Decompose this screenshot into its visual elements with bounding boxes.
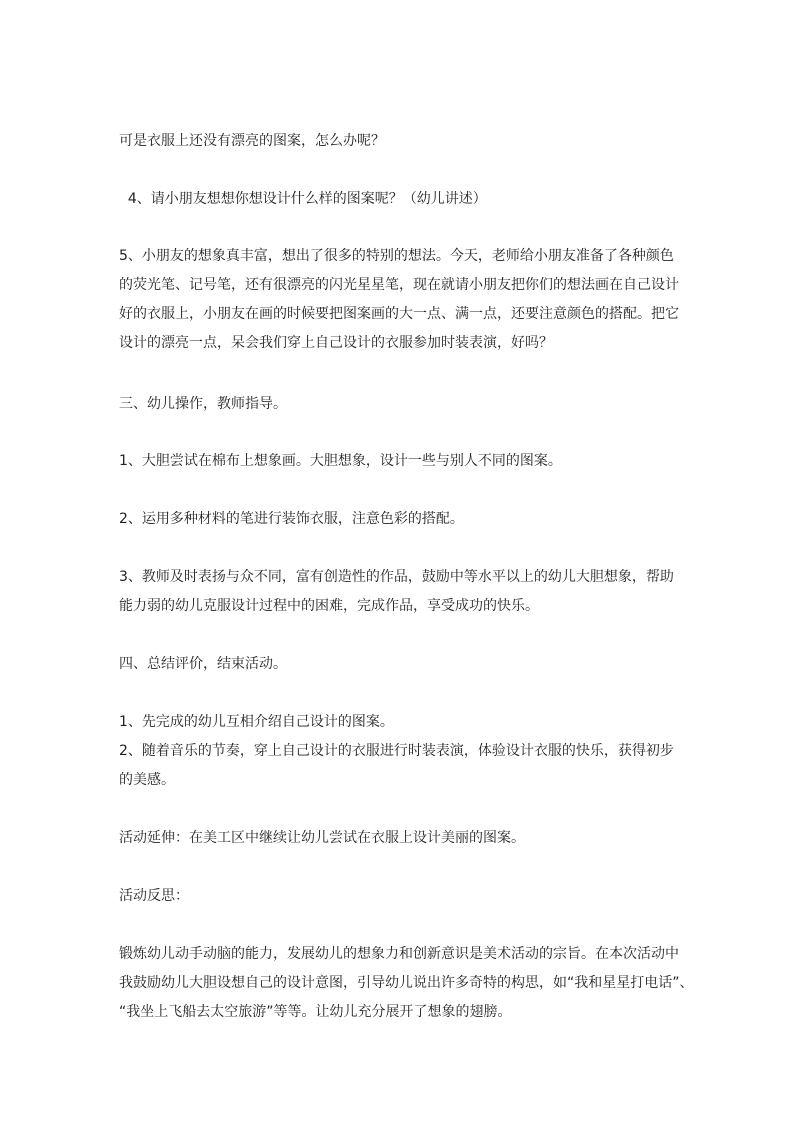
text-line: 活动延伸：在美工区中继续让幼儿尝试在衣服上设计美丽的图案。: [119, 830, 525, 846]
text-line: 我鼓励幼儿大胆设想自己的设计意图，引导幼儿说出许多奇特的构思，如“我和星星打电话”、: [119, 975, 694, 991]
text-line: 2、随着音乐的节奏，穿上自己设计的衣服进行时装表演，体验设计衣服的快乐，获得初步: [119, 743, 674, 759]
text-line: 5、小朋友的想象真丰富，想出了很多的特别的想法。今天，老师给小朋友准备了各种颜色: [119, 248, 674, 264]
text-line: 可是衣服上还没有漂亮的图案，怎么办呢？: [119, 133, 385, 149]
text-line: 好的衣服上，小朋友在画的时候要把图案画的大一点、满一点，还要注意颜色的搭配。把它: [119, 306, 679, 322]
text-line: 4、请小朋友想想你想设计什么样的图案呢？（幼儿讲述）: [119, 191, 487, 207]
text-line: 1、大胆尝试在棉布上想象画。大胆想象，设计一些与别人不同的图案。: [119, 453, 562, 469]
section-heading: 活动反思：: [119, 888, 189, 904]
text-line: 能力弱的幼儿克服设计过程中的困难，完成作品，享受成功的快乐。: [119, 598, 539, 614]
text-line: 1、先完成的幼儿互相介绍自己设计的图案。: [119, 714, 394, 730]
text-line: 锻炼幼儿动手动脑的能力，发展幼儿的想象力和创新意识是美术活动的宗旨。在本次活动中: [119, 946, 679, 962]
text-line: 的美感。: [119, 772, 175, 788]
text-line: 的荧光笔、记号笔，还有很漂亮的闪光星星笔，现在就请小朋友把你们的想法画在自己设计: [119, 277, 679, 293]
text-line: 2、运用多种材料的笔进行装饰衣服，注意色彩的搭配。: [119, 511, 464, 527]
section-heading: 三、幼儿操作，教师指导。: [119, 396, 287, 412]
text-line: 3、教师及时表扬与众不同，富有创造性的作品，鼓励中等水平以上的幼儿大胆想象，帮助: [119, 569, 674, 585]
section-heading: 四、总结评价，结束活动。: [119, 656, 287, 672]
text-line: “我坐上飞船去太空旅游”等等。让幼儿充分展开了想象的翅膀。: [119, 1004, 512, 1020]
text-line: 设计的漂亮一点，呆会我们穿上自己设计的衣服参加时装表演，好吗？: [119, 335, 553, 351]
